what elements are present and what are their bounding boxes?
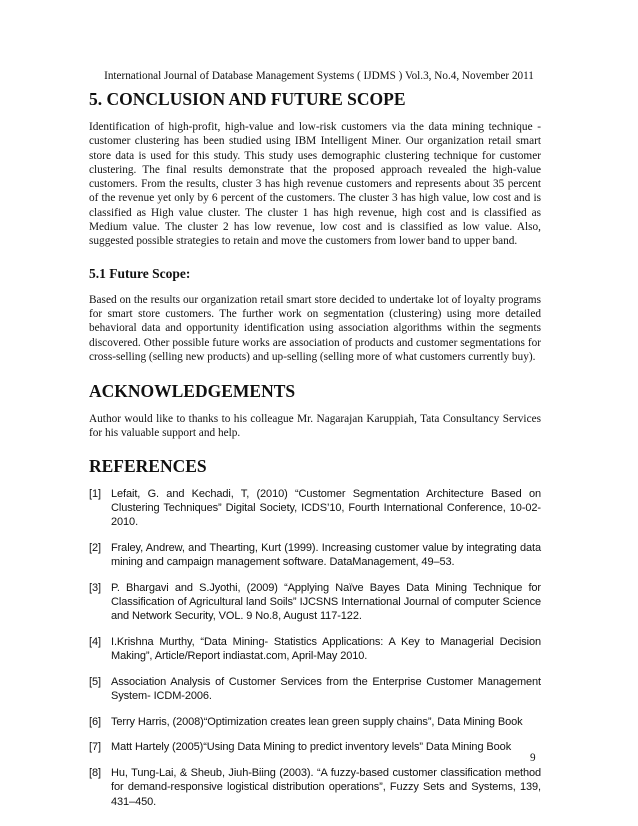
reference-number: [3] <box>89 581 101 594</box>
reference-text: Lefait, G. and Kechadi, T, (2010) “Customer Segmentation Architecture Based on Clustering Techniques” Digital Society, ICDS’10, Fourth International Conference, 10-02-2010. <box>111 487 541 529</box>
future-scope-heading: 5.1 Future Scope: <box>89 265 191 281</box>
reference-number: [8] <box>89 767 101 780</box>
reference-number: [6] <box>89 715 101 728</box>
reference-number: [7] <box>89 741 101 754</box>
reference-item <box>89 487 541 530</box>
acknowledgements-heading: ACKNOWLEDGEMENTS <box>89 381 296 402</box>
reference-number: [4] <box>89 635 101 648</box>
acknowledgements-paragraph: Author would like to thanks to his colleague Mr. Nagarajan Karuppiah, Tata Consultancy Services for his valuable support and help. <box>89 413 541 440</box>
reference-item <box>89 541 541 569</box>
reference-item <box>89 635 541 663</box>
future-scope-paragraph: Based on the results our organization retail smart store decided to undertake lot of loyalty programs for smart store customers. The further work on segmentation (clustering) using more detailed behavioral data and opportunity identification using association algorithms within the segments discovered. Other possible future works are association of products and customer segmentations for cross-selling (selling new products) and up-selling (selling more of what customers currently buy). <box>89 293 541 363</box>
references-heading: REFERENCES <box>89 455 207 476</box>
reference-text: I.Krishna Murthy, “Data Mining- Statistics Applications: A Key to Managerial Decision Making”, Article/Report indiastat.com, April-May 2010. <box>111 635 541 663</box>
reference-text: Hu, Tung-Lai, & Sheub, Jiuh-Biing (2003). “A fuzzy-based customer classification method for demand-responsive logistical distribution operations”, Fuzzy Sets and Systems, 139, 431–450. <box>111 767 541 808</box>
reference-text: Association Analysis of Customer Services from the Enterprise Customer Management System- ICDM-2006. <box>111 675 541 702</box>
reference-item <box>89 740 541 754</box>
reference-text: P. Bhargavi and S.Jyothi, (2009) “Applying Naïve Bayes Data Mining Technique for Classification of Agricultural land Soils” IJCSNS International Journal of computer Science and Network Security, VOL. 9 No.8, August 117-122. <box>111 581 541 623</box>
reference-item <box>89 581 541 624</box>
running-header: International Journal of Database Management Systems ( IJDMS ) Vol.3, No.4, November 2011 <box>104 70 534 82</box>
conclusion-paragraph: Identification of high-profit, high-value and low-risk customers via the data mining technique - customer clustering has been studied using IBM Intelligent Miner. Our organization retail smart store data is used for this study. This study uses demographic clustering technique for customer clustering. The final results demonstrate that the proposed approach revealed the high-value customers. From the results, cluster 3 has high revenue customers and represents about 35 percent of the revenue yet only by 6 percent of the customers. The cluster 3 has high value, low cost and is classified as High value cluster. The cluster 1 has high revenue, high cost and is classified as Medium value. The cluster 2 has low revenue, low cost and is classified as low value. Also, suggested possible strategies to retain and move the customers from lower band to upper band. <box>89 121 541 248</box>
reference-item <box>89 715 541 729</box>
reference-number: [2] <box>89 541 101 554</box>
reference-number: [5] <box>89 675 101 688</box>
reference-item <box>89 675 541 703</box>
page-number: 9 <box>530 752 536 764</box>
reference-text: Terry Harris, (2008)“Optimization creates lean green supply chains”, Data Mining Book <box>111 715 523 728</box>
conclusion-heading: 5. CONCLUSION AND FUTURE SCOPE <box>89 89 406 109</box>
reference-number: [1] <box>89 487 101 500</box>
reference-text: Fraley, Andrew, and Thearting, Kurt (1999). Increasing customer value by integrating data mining and campaign management software. DataManagement, 49–53. <box>111 541 541 569</box>
page-content <box>89 88 541 820</box>
reference-text: Matt Hartely (2005)“Using Data Mining to predict inventory levels” Data Mining Book <box>111 741 512 754</box>
reference-item <box>89 766 541 809</box>
reference-list <box>89 487 541 809</box>
